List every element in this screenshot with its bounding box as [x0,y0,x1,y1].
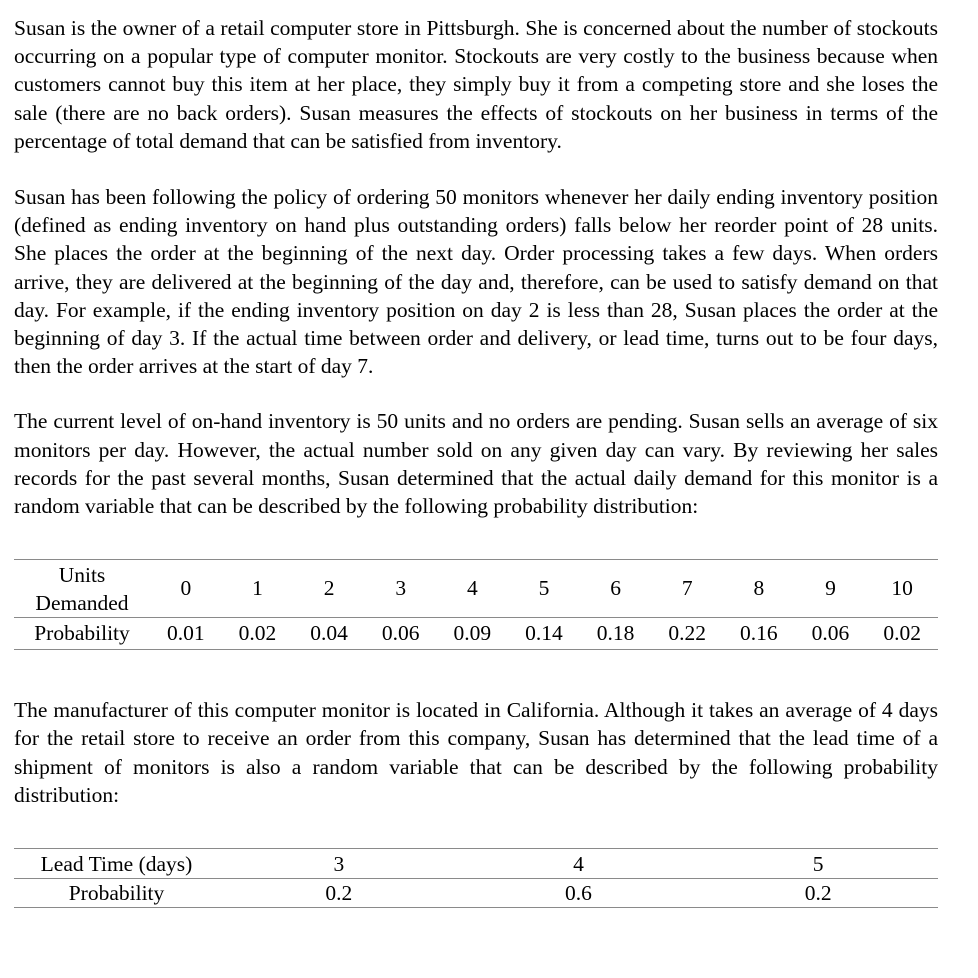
units-cell: 1 [252,576,263,601]
probability-cell: 0.06 [365,618,437,650]
demand-probability-row [14,618,938,650]
document-page [14,14,938,908]
units-cell: 3 [395,576,407,601]
probability-cell: 0.18 [580,618,652,650]
lead-probability-cell: 0.2 [219,879,459,908]
lead-time-cell: 4 [573,851,584,876]
units-label-line1: Units [58,563,106,588]
probability-cell: 0.04 [293,618,365,650]
units-demanded-row [14,560,938,618]
lead-probability-cell: 0.6 [459,879,699,908]
units-cell: 0 [180,576,192,601]
probability-cell: 0.16 [723,618,795,650]
probability-cell: 0.01 [150,618,222,650]
units-cell: 9 [825,576,836,601]
units-cell: 2 [323,576,335,601]
lead-time-distribution-table [14,848,938,908]
units-cell: 10 [891,576,913,601]
lead-time-label: Lead Time (days) [40,851,193,876]
units-demanded-label [14,560,150,618]
paragraph-intro: Susan is the owner of a retail computer store in Pittsburgh. She is concerned about the number of stockouts occurring on a popular type of computer monitor. Stockouts are very costly to the business because when customers cannot buy this item at her place, they simply buy it from a competing store and she loses the sale (there are no back orders). Susan measures the effects of stockouts on her business in terms of the percentage of total demand that can be satisfied from inventory. [14,16,938,153]
probability-cell: 0.09 [437,618,509,650]
units-cell: 4 [466,576,478,601]
lead-time-cell: 5 [812,851,824,876]
probability-cell: 0.22 [651,618,723,650]
probability-cell: 0.02 [222,618,294,650]
units-cell: 6 [610,576,621,601]
paragraph-reorder-policy: Susan has been following the policy of ordering 50 monitors whenever her daily ending inventory position (defined as ending inventory on hand plus outstanding orders) falls below her reorder point of 28 units. She places the order at the beginning of the next day. Order processing takes a few days. When orders arrive, they are delivered at the beginning of the day and, therefore, can be used to satisfy demand on that day. For example, if the ending inventory position on day 2 is less than 28, Susan places the order at the beginning of day 3. If the actual time between order and delivery, or lead time, turns out to be four days, then the order arrives at the start of day 7. [14,185,938,379]
lead-time-cell: 3 [333,851,345,876]
units-cell: 8 [753,576,765,601]
lead-probability-cell: 0.2 [698,879,938,908]
paragraph-lead-time-intro: The manufacturer of this computer monitor is located in California. Although it takes an average of 4 days for the retail store to receive an order from this company, Susan has determined that the lead time of a shipment of monitors is also a random variable that can be described by the following probability distribution: [14,698,938,807]
paragraph-demand-intro: The current level of on-hand inventory is 50 units and no orders are pending. Susan sells an average of six monitors per day. However, the actual number sold on any given day can vary. By reviewing her sales records for the past several months, Susan determined that the actual daily demand for this monitor is a random variable that can be described by the following probability distribution: [14,409,938,519]
probability-cell: 0.14 [508,618,580,650]
probability-cell: 0.06 [795,618,867,650]
units-cell: 5 [538,576,550,601]
lead-probability-label: Probability [14,879,219,908]
units-label-line2: Demanded [35,591,129,616]
lead-table-wrapper [14,848,938,908]
units-cell: 7 [681,576,693,601]
demand-probability-label: Probability [14,618,150,650]
demand-distribution-table [14,559,938,650]
probability-cell: 0.02 [866,618,938,650]
demand-table-wrapper [14,559,938,650]
lead-time-row [14,849,938,879]
lead-probability-row [14,879,938,908]
